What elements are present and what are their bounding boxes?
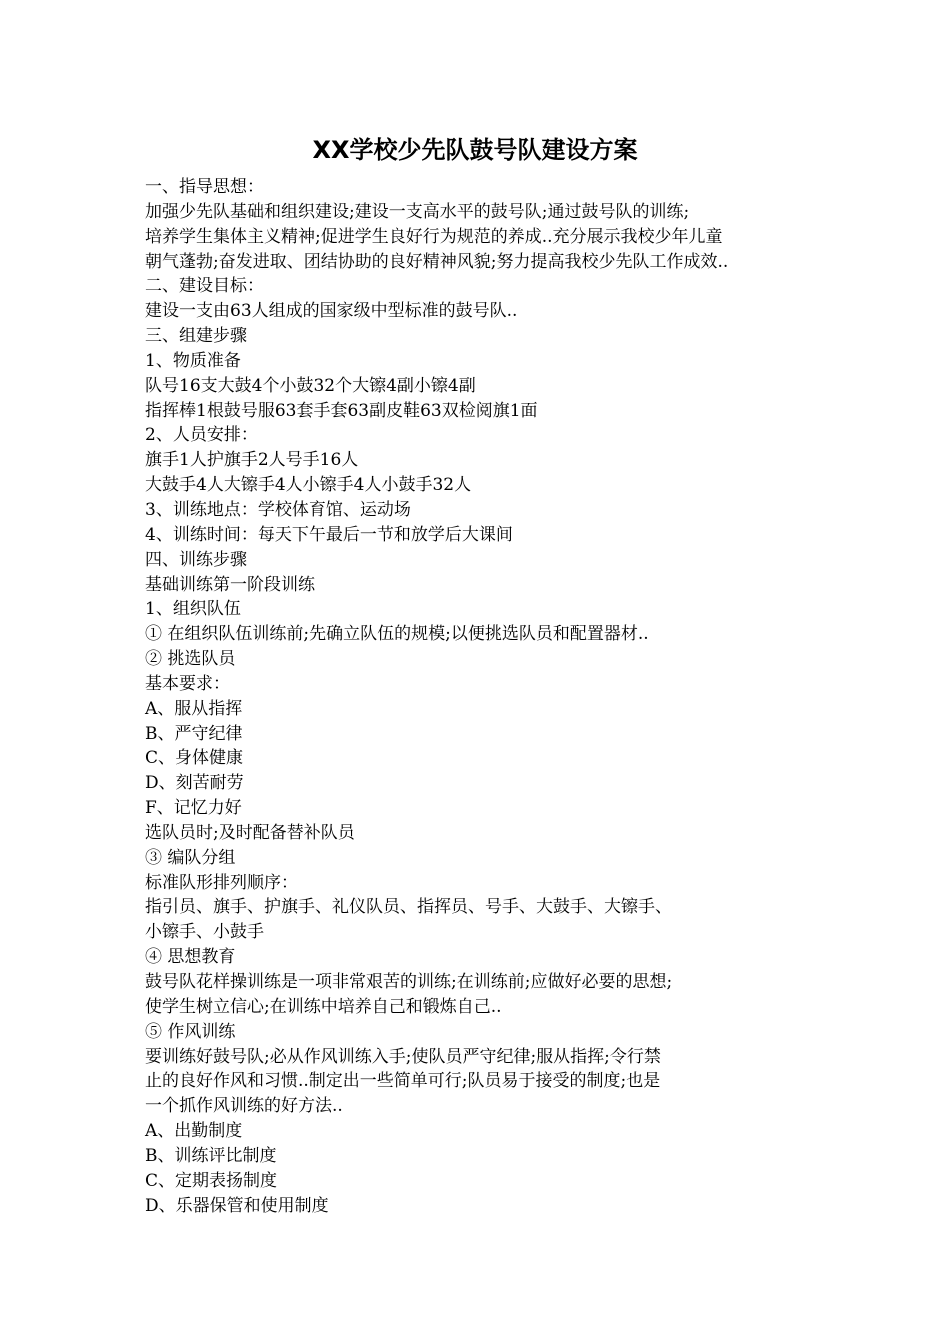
paragraph-line: 基础训练第一阶段训练 (145, 574, 315, 595)
paragraph-line: B、训练评比制度 (145, 1145, 277, 1166)
paragraph-line: ⑤ 作风训练 (145, 1021, 236, 1042)
paragraph-line: B、严守纪律 (145, 723, 243, 744)
paragraph-line: C、身体健康 (145, 748, 244, 769)
paragraph-line: 四、训练步骤 (145, 549, 247, 570)
paragraph-line: A、服从指挥 (145, 698, 243, 719)
paragraph-line: ③ 编队分组 (145, 847, 236, 868)
paragraph-line: A、出勤制度 (145, 1121, 243, 1142)
paragraph-line: F、记忆力好 (145, 798, 242, 819)
paragraph-line: 1、组织队伍 (145, 599, 241, 620)
paragraph-line: 要训练好鼓号队;必从作风训练入手;使队员严守纪律;服从指挥;令行禁 (145, 1046, 661, 1067)
paragraph-line: 一、指导思想： (145, 177, 264, 197)
paragraph-line: 三、组建步骤 (145, 326, 247, 347)
document-body (145, 175, 825, 1218)
paragraph-line: 小镲手、小鼓手 (145, 922, 264, 943)
paragraph-line: 指引员、旗手、护旗手、礼仪队员、指挥员、号手、大鼓手、大镲手、 (145, 897, 672, 918)
paragraph-line: 2、人员安排： (145, 425, 258, 446)
paragraph-line: 止的良好作风和习惯..制定出一些简单可行;队员易于接受的制度;也是 (145, 1071, 661, 1092)
document-title: XX学校少先队鼓号队建设方案 (312, 136, 638, 164)
paragraph-line: 4、训练时间：每天下午最后一节和放学后大课间 (145, 524, 513, 545)
paragraph-line: 培养学生集体主义精神;促进学生良好行为规范的养成..充分展示我校少年儿童 (145, 226, 723, 247)
paragraph-line: 选队员时;及时配备替补队员 (145, 822, 355, 843)
paragraph-line: 朝气蓬勃;奋发进取、团结协助的良好精神风貌;努力提高我校少先队工作成效.. (145, 251, 729, 272)
paragraph-line: 标准队形排列顺序： (145, 872, 298, 893)
paragraph-line: ① 在组织队伍训练前;先确立队伍的规模;以便挑选队员和配置器材.. (145, 624, 649, 645)
paragraph-line: D、刻苦耐劳 (145, 773, 244, 794)
paragraph-line: 大鼓手4人大镲手4人小镲手4人小鼓手32人 (145, 475, 472, 496)
paragraph-line: C、定期表扬制度 (145, 1170, 278, 1191)
paragraph-line: ② 挑选队员 (145, 649, 236, 670)
paragraph-line: ④ 思想教育 (145, 947, 236, 968)
paragraph-line: 一个抓作风训练的好方法.. (145, 1096, 343, 1117)
paragraph-line: 队号16支大鼓4个小鼓32个大镲4副小镲4副 (145, 375, 476, 396)
paragraph-line: 建设一支由63人组成的国家级中型标准的鼓号队.. (145, 301, 518, 322)
paragraph-line: 二、建设目标： (145, 276, 264, 297)
paragraph-line: 使学生树立信心;在训练中培养自己和锻炼自己.. (145, 996, 502, 1017)
paragraph-line: 3、训练地点：学校体育馆、运动场 (145, 499, 411, 520)
paragraph-line: 指挥棒1根鼓号服63套手套63副皮鞋63双检阅旗1面 (145, 400, 538, 421)
paragraph-line: 旗手1人护旗手2人号手16人 (145, 450, 359, 471)
paragraph-line: D、乐器保管和使用制度 (145, 1195, 329, 1216)
paragraph-line: 基本要求： (145, 673, 230, 694)
paragraph-line: 加强少先队基础和组织建设;建设一支高水平的鼓号队;通过鼓号队的训练; (145, 201, 690, 222)
paragraph-line: 1、物质准备 (145, 350, 241, 371)
paragraph-line: 鼓号队花样操训练是一项非常艰苦的训练;在训练前;应做好必要的思想; (145, 972, 673, 992)
